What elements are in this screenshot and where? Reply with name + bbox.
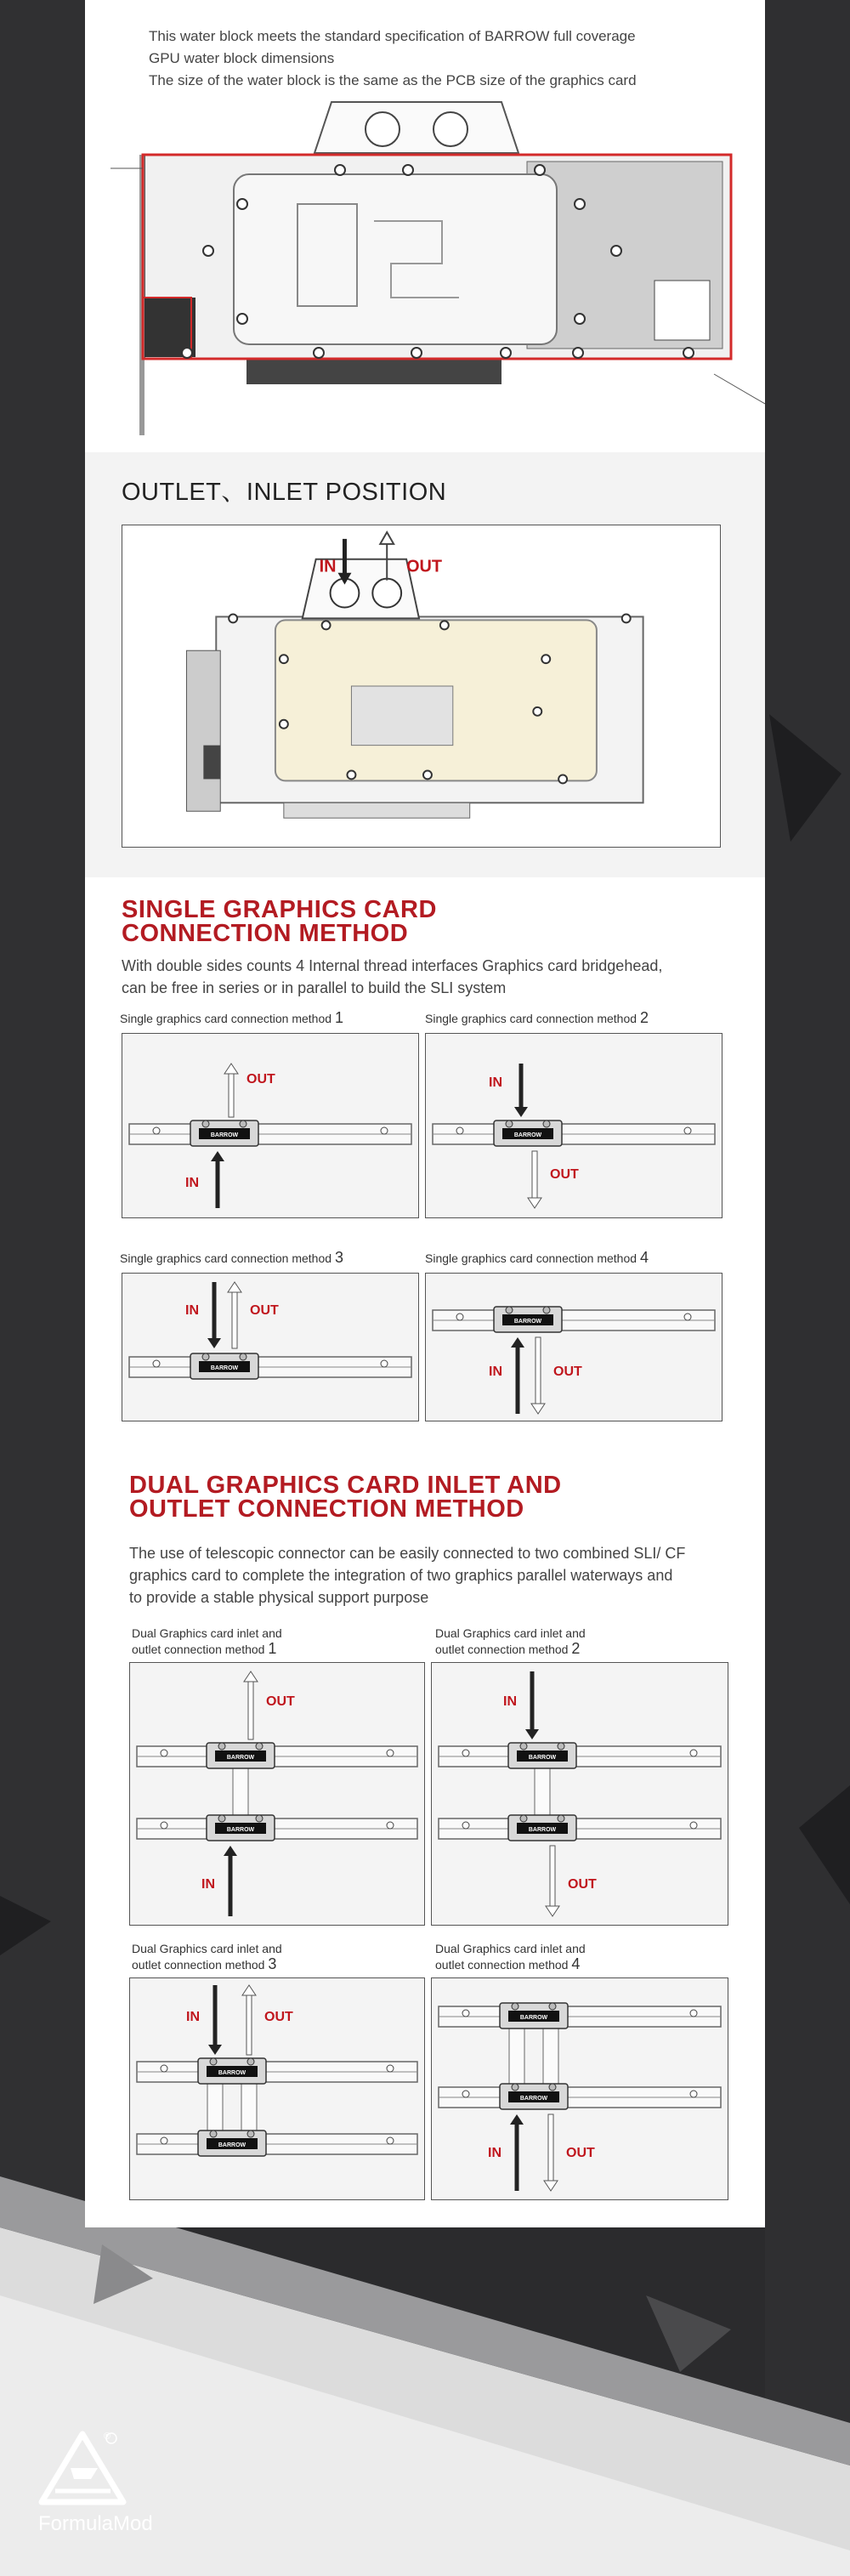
intro-line-2: GPU water block dimensions <box>149 50 335 66</box>
outlet-arrow-head <box>242 1985 256 1995</box>
in-label: IN <box>201 1877 215 1892</box>
block-brand-text: BARROW <box>519 2015 548 2021</box>
out-label: OUT <box>246 1072 275 1087</box>
dual-section-title-2: OUTLET CONNECTION METHOD <box>129 1495 524 1523</box>
single-section-title-1: SINGLE GRAPHICS CARD <box>122 896 437 923</box>
dual-desc-2: graphics card to complete the integration of two graphics parallel waterways and <box>129 1567 673 1584</box>
outlet-arrow <box>536 1337 541 1404</box>
block-brand-text: BARROW <box>218 2070 246 2076</box>
connection-diagram <box>426 1274 722 1421</box>
inlet-arrow-head <box>207 1338 221 1348</box>
block-brand-text: BARROW <box>226 1755 255 1761</box>
inlet-arrow-head <box>510 2114 524 2125</box>
out-label: OUT <box>566 2146 595 2160</box>
outlet-arrow <box>232 1292 237 1348</box>
in-label: IN <box>185 1303 199 1318</box>
single-section-title-2: CONNECTION METHOD <box>122 920 409 947</box>
out-label: OUT <box>264 2010 293 2024</box>
block-brand-text: BARROW <box>210 1132 239 1138</box>
dual-method-4-diagram <box>431 1977 728 2200</box>
inlet-arrow-head <box>511 1337 524 1348</box>
connection-diagram <box>432 1663 728 1925</box>
out-label: OUT <box>568 1877 597 1892</box>
inlet-arrow-head <box>525 1729 539 1739</box>
dual-method-1-diagram <box>129 1662 425 1926</box>
outlet-arrow <box>532 1151 537 1198</box>
inlet-arrow-head <box>224 1846 237 1856</box>
connection-diagram <box>130 1978 424 2199</box>
in-label: IN <box>185 1176 199 1190</box>
dual-method-1-caption: Dual Graphics card inlet and outlet connection method 1 <box>132 1626 282 1657</box>
dual-desc-1: The use of telescopic connector can be easily connected to two combined SLI/ CF <box>129 1545 686 1562</box>
outlet-arrow <box>229 1074 234 1117</box>
outlet-arrow <box>248 1682 253 1739</box>
inlet-arrow-head <box>514 1107 528 1117</box>
dual-method-2-caption: Dual Graphics card inlet and outlet connection method 2 <box>435 1626 586 1657</box>
single-method-2-diagram <box>425 1033 722 1218</box>
outlet-arrow-head <box>546 1906 559 1916</box>
outlet-arrow-head <box>528 1198 541 1208</box>
block-brand-text: BARROW <box>519 2096 548 2102</box>
connection-diagram <box>432 1978 728 2199</box>
out-label: OUT <box>550 1167 579 1182</box>
out-label: OUT <box>406 557 443 576</box>
connection-diagram <box>130 1663 424 1925</box>
single-method-3-caption: Single graphics card connection method 3 <box>120 1249 343 1266</box>
block-brand-text: BARROW <box>528 1755 557 1761</box>
dual-method-2-diagram <box>431 1662 728 1926</box>
connection-diagram <box>122 1274 418 1421</box>
block-brand-text: BARROW <box>528 1827 557 1833</box>
in-label: IN <box>489 1075 502 1090</box>
single-method-3-diagram <box>122 1273 419 1421</box>
out-label: OUT <box>250 1303 279 1318</box>
footer-brand: FormulaMod <box>38 2512 153 2535</box>
single-desc-1: With double sides counts 4 Internal thread interfaces Graphics card bridgehead, <box>122 957 663 974</box>
outlet-inlet-diagram <box>122 525 721 848</box>
in-label: IN <box>488 2146 502 2160</box>
footer-registered-mark: ® <box>104 2431 111 2442</box>
out-label: OUT <box>553 1365 582 1379</box>
inlet-arrow-head <box>208 2045 222 2055</box>
outlet-arrow-head <box>544 2181 558 2191</box>
single-method-4-diagram <box>425 1273 722 1421</box>
outlet-arrow <box>548 2114 553 2181</box>
out-label: OUT <box>266 1694 295 1709</box>
outlet-arrow-head <box>531 1404 545 1414</box>
single-method-2-caption: Single graphics card connection method 2 <box>425 1009 649 1026</box>
intro-line-3: The size of the water block is the same as the PCB size of the graphics card <box>149 72 637 88</box>
dual-desc-3: to provide a stable physical support purpose <box>129 1589 429 1606</box>
in-label: IN <box>186 2010 200 2024</box>
block-brand-text: BARROW <box>226 1827 255 1833</box>
outlet-arrow-head <box>228 1282 241 1292</box>
outlet-inlet-title: OUTLET、INLET POSITION <box>122 479 447 506</box>
outlet-arrow-head <box>224 1064 238 1074</box>
block-brand-text: BARROW <box>513 1319 542 1325</box>
intro-line-1: This water block meets the standard specification of BARROW full coverage <box>149 28 636 44</box>
single-desc-2: can be free in series or in parallel to build the SLI system <box>122 979 507 996</box>
single-method-4-caption: Single graphics card connection method 4 <box>425 1249 649 1266</box>
gpu-dimensions-drawing <box>102 94 765 442</box>
block-brand-text: BARROW <box>218 2142 246 2148</box>
in-label: IN <box>489 1365 502 1379</box>
dual-method-4-caption: Dual Graphics card inlet and outlet connection method 4 <box>435 1942 586 1972</box>
outlet-arrow-head <box>244 1671 258 1682</box>
block-brand-text: BARROW <box>210 1365 239 1371</box>
inlet-arrow-head <box>211 1151 224 1161</box>
outlet-arrow <box>550 1846 555 1906</box>
in-label: IN <box>319 557 337 576</box>
connection-diagram <box>426 1034 722 1217</box>
block-brand-text: BARROW <box>513 1132 542 1138</box>
single-method-1-diagram <box>122 1033 419 1218</box>
dual-method-3-caption: Dual Graphics card inlet and outlet connection method 3 <box>132 1942 282 1972</box>
formulamod-logo-icon <box>38 2430 132 2511</box>
connection-diagram <box>122 1034 418 1217</box>
in-label: IN <box>503 1694 517 1709</box>
dual-section-title-1: DUAL GRAPHICS CARD INLET AND <box>129 1472 562 1499</box>
single-method-1-caption: Single graphics card connection method 1 <box>120 1009 343 1026</box>
dual-method-3-diagram <box>129 1977 425 2200</box>
outlet-arrow <box>246 1995 252 2055</box>
